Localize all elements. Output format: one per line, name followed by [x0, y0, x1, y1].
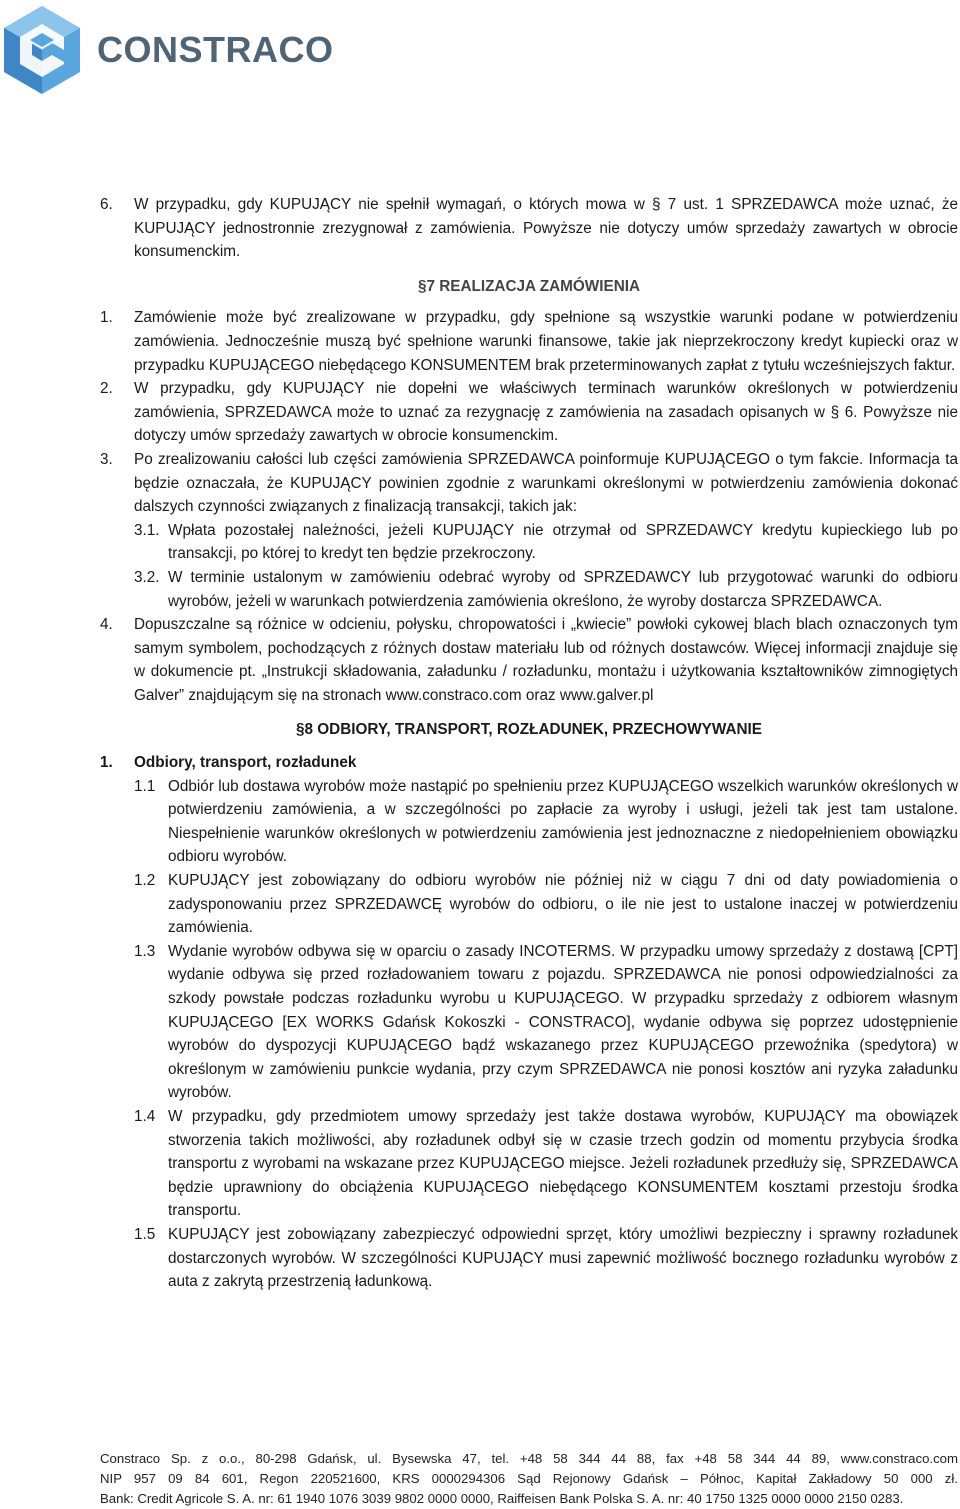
- item-text: W przypadku, gdy przedmiotem umowy sprzedaży jest także dostawa wyrobów, KUPUJĄCY ma obowiązek stworzenia takich możliwości, aby rozładunek odbył się w czasie trzech godzin od momentu przybycia środka transportu z wyrobami na wskazane przez KUPUJĄCEGO miejsce. Jeżeli rozładunek przedłuży się, SPRZEDAWCA będzie uprawniony do obciążenia KUPUJĄCEGO niebędącego KONSUMENTEM kosztami przestoju środka transportu.: [168, 1107, 958, 1220]
- item-text: Odbiory, transport, rozładunek: [134, 754, 357, 772]
- item-number: 1.4: [134, 1107, 156, 1125]
- section-8-item-1: [100, 751, 958, 775]
- paragraph-6: [100, 193, 958, 264]
- item-number: 3.: [100, 450, 113, 468]
- section-7-item-2: [100, 377, 958, 448]
- section-7-item-3-1: [100, 519, 958, 566]
- section-7-item-1: [100, 306, 958, 377]
- item-number: 1.: [100, 309, 113, 327]
- company-logo: [0, 0, 340, 100]
- item-text: W terminie ustalonym w zamówieniu odebrać wyroby od SPRZEDAWCY lub przygotować warunki do odbioru wyrobów, jeżeli w warunkach potwierdzenia zamówienia określono, że wyroby dostarcza SPRZEDAWCA.: [168, 568, 958, 610]
- item-number: 3.1.: [134, 521, 160, 539]
- section-8-title: §8 ODBIORY, TRANSPORT, ROZŁADUNEK, PRZECHOWYWANIE: [295, 721, 763, 739]
- item-number: 4.: [100, 616, 113, 634]
- item-text: W przypadku, gdy KUPUJĄCY nie dopełni we właściwych terminach warunków określonych w potwierdzeniu zamówienia, SPRZEDAWCA może to uznać za rezygnację z zamówienia na zasadach opisanych w § 6. Powyższe nie dotyczy umów sprzedaży zawartych w obrocie konsumenckim.: [134, 380, 958, 445]
- item-number: 1.2: [134, 872, 156, 890]
- section-7-item-3-2: [100, 566, 958, 613]
- item-number: 3.2.: [134, 568, 160, 586]
- item-number: 2.: [100, 380, 113, 398]
- item-text: Dopuszczalne są różnice w odcieniu, połysku, chropowatości i „kwiecie” powłoki cykowej blach blach oznaczonych tym samym symbolem, pochodzących z różnych dostaw materiału lub od różnych dostawców. Więcej informacji znajduje się w dokumencie pt. „Instrukcji składowania, załadunku / rozładunku, montażu i użytkowania kształtowników zimnogiętych Galver” znajdującym się na stronach www.constraco.com oraz www.galver.pl: [134, 616, 958, 704]
- item-number: 1.5: [134, 1225, 156, 1243]
- item-number: 1.3: [134, 942, 156, 960]
- item-number: 6.: [100, 196, 113, 213]
- section-8-item-1-3: [100, 940, 958, 1105]
- section-8-item-1-2: [100, 869, 958, 940]
- brand-name: CONSTRACO: [97, 29, 334, 70]
- item-text: Po zrealizowaniu całości lub części zamówienia SPRZEDAWCA poinformuje KUPUJĄCEGO o tym fakcie. Informacja ta będzie oznaczała, że KUPUJĄCY powinien zgodnie z warunkami określonymi w potwierdzeniu zamówienia dokonać dalszych czynności związanych z finalizacją transakcji, takich jak:: [134, 450, 958, 516]
- document-body: [100, 193, 958, 1294]
- page-footer: [100, 1449, 958, 1509]
- item-text: W przypadku, gdy KUPUJĄCY nie spełnił wymagań, o których mowa w § 7 ust. 1 SPRZEDAWCA może uznać, że KUPUJĄCY jednostronnie zrezygnował z zamówienia. Powyższe nie dotyczy umów sprzedaży zawartych w obrocie konsumenckim.: [134, 196, 958, 261]
- item-number: 1.1: [134, 777, 156, 795]
- item-text: KUPUJĄCY jest zobowiązany zabezpieczyć odpowiedni sprzęt, który umożliwi bezpieczny i sprawny rozładunek dostarczonych wyrobów. W szczególności KUPUJĄCY musi zapewnić możliwość bocznego rozładunku wyrobów z auta z zakrytą przestrzenią ładunkową.: [168, 1225, 958, 1291]
- footer-address-line: Constraco Sp. z o.o., 80-298 Gdańsk, ul. Bysewska 47, tel. +48 58 344 44 88, fax +48 58 344 44 89, www.constraco.com: [100, 1451, 958, 1466]
- item-text: KUPUJĄCY jest zobowiązany do odbioru wyrobów nie później niż w ciągu 7 dni od daty powiadomienia o zadysponowaniu przez SPRZEDAWCĘ wyrobów do odbioru, o ile nie jest to ustalone inaczej w potwierdzeniu zamówienia.: [168, 872, 958, 937]
- section-8-item-1-1: [100, 775, 958, 869]
- item-number: 1.: [100, 754, 113, 772]
- section-7-title: §7 REALIZACJA ZAMÓWIENIA: [417, 277, 641, 295]
- item-text: Odbiór lub dostawa wyrobów może nastąpić po spełnieniu przez KUPUJĄCEGO wszelkich warunków określonych w potwierdzeniu zamówienia, a w szczególności po zapłacie za wyroby i usługi, jeżeli tak jest tam ustalone. Niespełnienie warunków określonych w potwierdzeniu zamówienia jest jednoznaczne z niedopełnieniem obowiązku odbioru wyrobów.: [168, 777, 958, 866]
- constraco-logo-icon: [0, 4, 84, 96]
- section-7-item-3: [100, 448, 958, 519]
- footer-registration-line: NIP 957 09 84 601, Regon 220521600, KRS 0000294306 Sąd Rejonowy Gdańsk – Północ, Kapitał Zakładowy 50 000 zł.: [100, 1471, 958, 1486]
- section-8-item-1-4: [100, 1105, 958, 1223]
- section-8-item-1-5: [100, 1223, 958, 1294]
- item-text: Zamówienie może być zrealizowane w przypadku, gdy spełnione są wszystkie warunki podane w potwierdzeniu zamówienia. Jednocześnie muszą być spełnione warunki finansowe, takie jak nieprzekroczony kredyt kupiecki oraz w przypadku KUPUJĄCEGO niebędącego KONSUMENTEM brak przeterminowanych zapłat z tytułu wcześniejszych faktur.: [134, 309, 958, 374]
- item-text: Wydanie wyrobów odbywa się w oparciu o zasady INCOTERMS. W przypadku umowy sprzedaży z dostawą [CPT] wydanie odbywa się przed rozładowaniem towaru z pojazdu. SPRZEDAWCA nie ponosi odpowiedzialności za szkody powstałe podczas rozładunku wyrobu u KUPUJĄCEGO. W przypadku sprzedaży z odbiorem własnym KUPUJĄCEGO [EX WORKS Gdańsk Kokoszki - CONSTRACO], wydanie odbywa się poprzez udostępnienie wyrobów do dyspozycji KUPUJĄCEGO bądź wskazanego przez KUPUJĄCEGO przewoźnika (spedytora) w określonym w zamówieniu punkcie wydania, przy czym SPRZEDAWCA nie ponosi kosztów ani ryzyka załadunku wyrobów.: [168, 942, 958, 1102]
- footer-bank-line: Bank: Credit Agricole S. A. nr: 61 1940 1076 3039 9802 0000 0000, Raiffeisen Bank Polska S. A. nr: 40 1750 1325 0000 0000 2150 0283.: [100, 1491, 904, 1506]
- item-text: Wpłata pozostałej należności, jeżeli KUPUJĄCY nie otrzymał od SPRZEDAWCY kredytu kupieckiego lub po transakcji, po której to kredyt ten będzie przekroczony.: [168, 521, 958, 563]
- section-7-item-4: [100, 613, 958, 707]
